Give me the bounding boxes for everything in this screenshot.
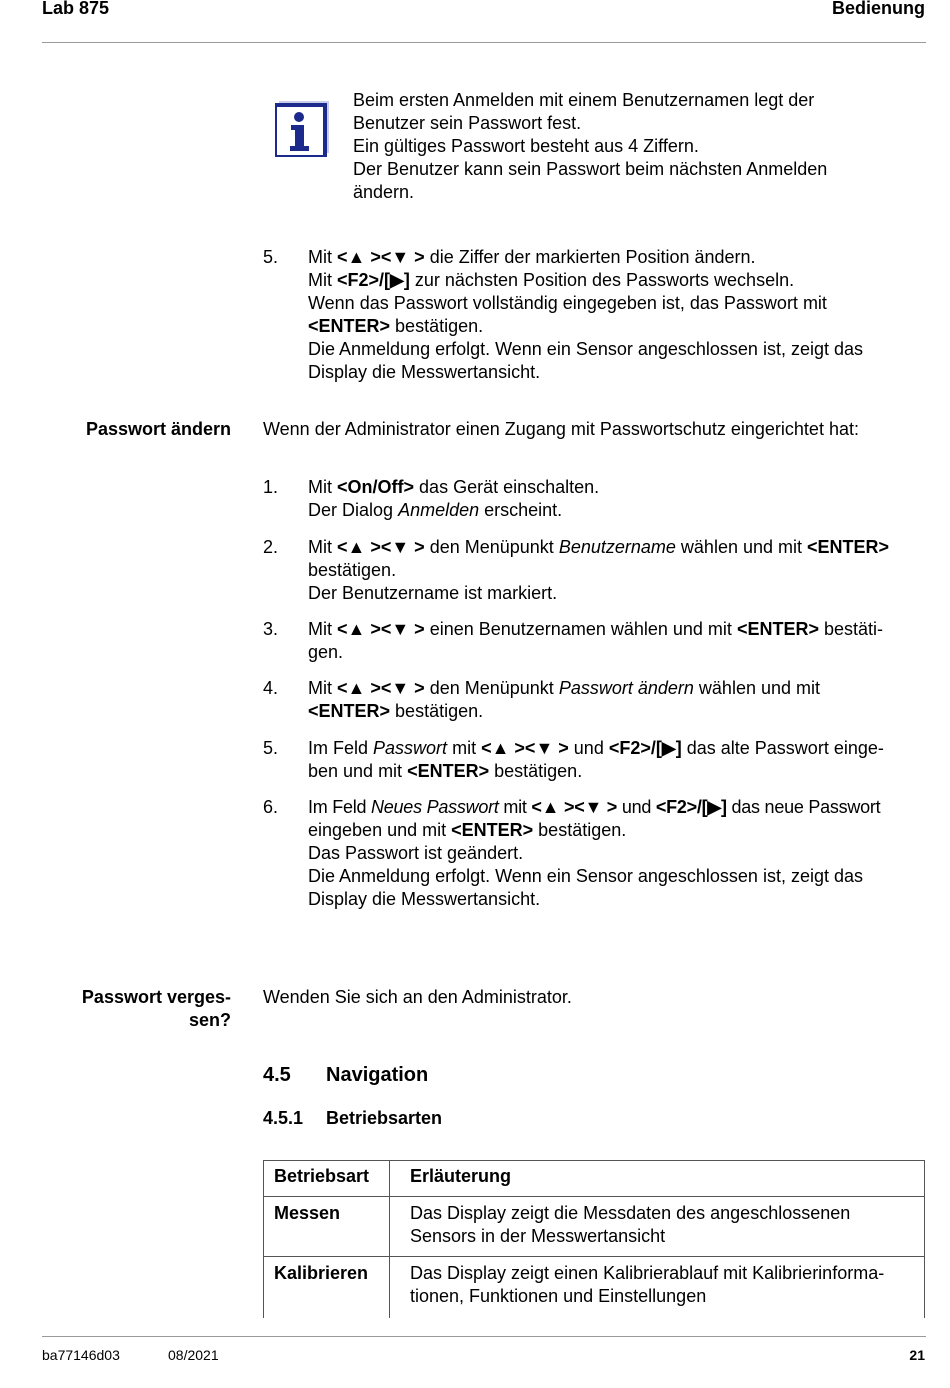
table-row [264,1197,925,1257]
forgot-password-text: Wenden Sie sich an den Administrator. [263,987,572,1007]
operating-modes-table [263,1160,925,1318]
table-cell-mode: Kalibrieren [264,1257,390,1319]
step-text: Mit <▲ ><▼ > den Menüpunkt Benutzername wählen und mit <ENTER> bestätigen. Der Benutzername ist markiert. [308,537,890,603]
table-cell-mode: Messen [264,1197,390,1257]
step-text: Im Feld Passwort mit <▲ ><▼ > und <F2>/[▶] das alte Passwort einge- ben und mit <ENTER> bestätigen. [308,738,884,781]
info-note-text [353,89,913,204]
table-row [264,1257,925,1319]
info-line: Benutzer sein Passwort fest. [353,113,582,133]
table-cell-description: Das Display zeigt einen Kalibrierablauf mit Kalibrierinforma- tionen, Funktionen und Einstellungen [390,1257,925,1319]
step-number: 4. [263,678,279,698]
footer-doc-id: ba77146d03 [42,1347,120,1363]
footer-page-number: 21 [909,1347,925,1363]
subsection-number: 4.5.1 [263,1108,304,1128]
info-line: Ein gültiges Passwort besteht aus 4 Ziffern. [353,136,699,156]
step-number: 6. [263,797,279,817]
step-text: Mit <▲ ><▼ > einen Benutzernamen wählen und mit <ENTER> bestäti- gen. [308,619,884,662]
header-rule [42,42,926,43]
step-text: Mit <▲ ><▼ > den Menüpunkt Passwort ändern wählen und mit <ENTER> bestätigen. [308,678,820,721]
step-number: 5. [263,247,279,267]
info-icon [275,101,329,157]
step-number: 2. [263,537,279,557]
step-text: Im Feld Neues Passwort mit <▲ ><▼ > und <F2>/[▶] das neue Passwort eingeben und mit <ENTER> bestätigen. Das Passwort ist geändert. Die Anmeldung erfolgt. Wenn ein Sensor angeschlossen ist, zeigt das Display die Messwertansicht. [308,797,881,909]
table-header-row [264,1161,925,1197]
info-line: Der Benutzer kann sein Passwort beim nächsten Anmelden [353,159,828,179]
info-line: ändern. [353,182,415,202]
info-line: Beim ersten Anmelden mit einem Benutzernamen legt der [353,90,815,110]
section-title: Navigation [326,1064,429,1086]
step-text: Mit <On/Off> das Gerät einschalten. Der Dialog Anmelden erscheint. [308,477,600,520]
step-text: Mit <▲ ><▼ > die Ziffer der markierten Position ändern. Mit <F2>/[▶] zur nächsten Position des Passworts wechseln. Wenn das Passwort vollständig eingegeben ist, das Passwort mit <ENTER> bestätigen. Die Anmeldung erfolgt. Wenn ein Sensor angeschlossen ist, zeigt das Display die Messwertansicht. [308,247,863,382]
footer-date: 08/2021 [168,1347,219,1363]
table-cell-description: Das Display zeigt die Messdaten des angeschlossenen Sensors in der Messwertansicht [390,1197,925,1257]
step-number: 3. [263,619,279,639]
subsection-title: Betriebsarten [326,1108,443,1128]
table-header-cell: Betriebsart [264,1161,390,1197]
step-number: 5. [263,738,279,758]
side-label-change-password: Passwort ändern [85,419,231,439]
step-number: 1. [263,477,279,497]
header-right-title: Bedienung [832,0,925,18]
footer-rule [42,1336,926,1337]
change-password-intro: Wenn der Administrator einen Zugang mit Passwortschutz eingerichtet hat: [263,419,859,439]
header-left-title: Lab 875 [42,0,110,18]
side-label-forgot-password: Passwort verges- sen? [81,987,231,1030]
table-header-cell: Erläuterung [390,1161,925,1197]
section-number: 4.5 [263,1064,291,1086]
